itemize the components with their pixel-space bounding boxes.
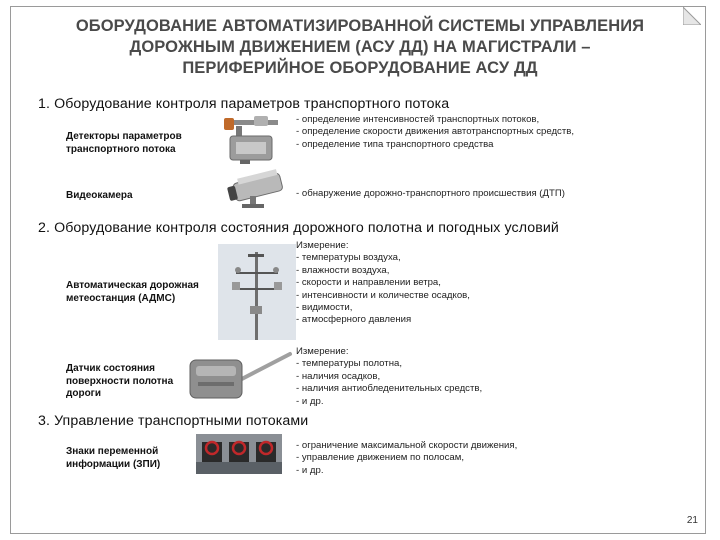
weather-station-icon bbox=[218, 244, 296, 340]
desc-video-camera: - обнаружение дорожно-транспортного происшествия (ДТП) bbox=[296, 188, 565, 199]
slide-title bbox=[40, 16, 680, 79]
label-traffic-detector: Детекторы параметров транспортного потока bbox=[66, 131, 182, 155]
traffic-detector-icon bbox=[214, 112, 294, 168]
video-camera-icon bbox=[220, 168, 296, 216]
sign-3 bbox=[256, 442, 276, 462]
label-variable-message-signs: Знаки переменной информации (ЗПИ) bbox=[66, 446, 161, 470]
desc-variable-message-signs: - ограничение максимальной скорости движения, - управление движением по полосам, - и др. bbox=[296, 440, 518, 476]
desc-weather-station: Измерение: - температуры воздуха, - влажности воздуха, - скорости и направлении ветра, - интенсивности и количестве осадков, - видимости, - атмосферного давления bbox=[296, 240, 470, 326]
sign-1 bbox=[202, 442, 222, 462]
folded-corner-icon bbox=[683, 7, 701, 25]
section-2-heading: 2. Оборудование контроля состояния дорожного полотна и погодных условий bbox=[38, 220, 559, 236]
label-road-surface-sensor: Датчик состояния поверхности полотна дороги bbox=[66, 363, 174, 399]
title-line-1: ОБОРУДОВАНИЕ АВТОМАТИЗИРОВАННОЙ СИСТЕМЫ УПРАВЛЕНИЯ bbox=[75, 17, 645, 35]
title-line-2: ДОРОЖНЫМ ДВИЖЕНИЕМ (АСУ ДД) НА МАГИСТРАЛИ – bbox=[129, 38, 591, 56]
label-weather-station: Автоматическая дорожная метеостанция (АДМС) bbox=[66, 280, 199, 304]
section-3-heading: 3. Управление транспортными потоками bbox=[38, 413, 309, 429]
title-line-3: ПЕРИФЕРИЙНОЕ ОБОРУДОВАНИЕ АСУ ДД bbox=[182, 59, 538, 77]
sign-2 bbox=[229, 442, 249, 462]
road-surface-sensor-icon bbox=[186, 344, 294, 406]
page-number: 21 bbox=[686, 515, 698, 526]
desc-road-surface-sensor: Измерение: - температуры полотна, - наличия осадков, - наличия антиобледенительных средств, - и др. bbox=[296, 346, 483, 407]
section-1-heading: 1. Оборудование контроля параметров транспортного потока bbox=[38, 96, 450, 112]
label-video-camera: Видеокамера bbox=[66, 190, 133, 201]
desc-traffic-detector: - определение интенсивностей транспортных потоков, - определение скорости движения автотранспортных средств, - определение типа транспортного средства bbox=[296, 114, 575, 150]
variable-message-signs-icon bbox=[196, 434, 282, 474]
